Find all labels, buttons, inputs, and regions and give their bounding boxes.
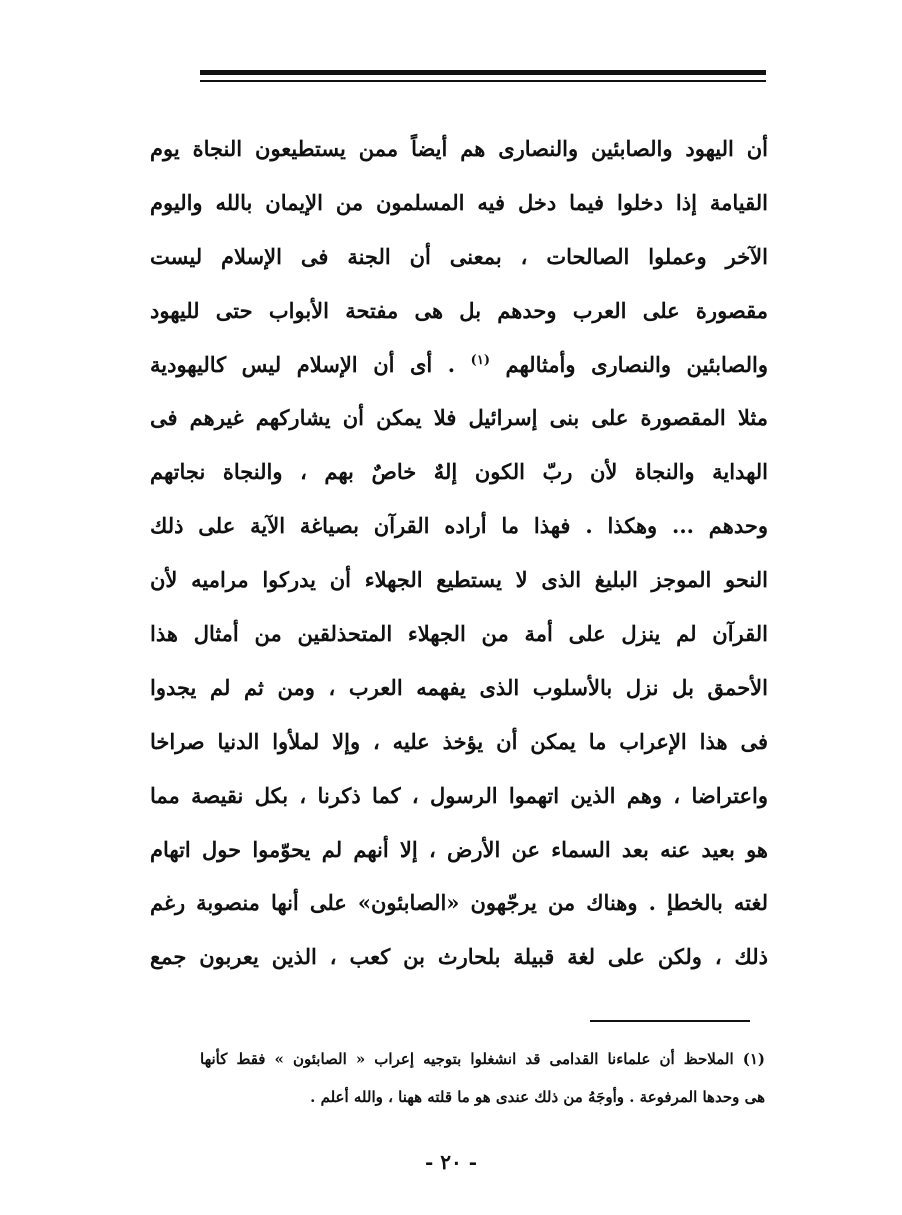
body-line: الأحمق بل نزل بالأسلوب الذى يفهمه العرب ، ومن ثم لم يجدوا [150, 674, 768, 700]
body-line: أن اليهود والصابئين والنصارى هم أيضاً ممن يستطيعون النجاة يوم [150, 136, 768, 161]
body-line: لغته بالخطإ . وهناك من يرجّهون «الصابئون» على أنها منصوبة رغم [150, 890, 768, 916]
body-line: مثلا المقصورة على بنى إسرائيل فلا يمكن أن يشاركهم غيرهم فى [150, 405, 768, 431]
body-line: القرآن لم ينزل على أمة من الجهلاء المتحذلقين من أمثال هذا [150, 621, 768, 647]
body-text [150, 122, 768, 984]
header-rule-thin [200, 80, 766, 82]
body-line: هو بعيد عنه بعد السماء عن الأرض ، إلا أنهم لم يحوّموا حول اتهام [150, 836, 768, 862]
body-line: مقصورة على العرب وحدهم بل هى مفتحة الأبواب حتى لليهود [150, 297, 768, 323]
body-line: القيامة إذا دخلوا فيما دخل فيه المسلمون من الإيمان بالله واليوم [150, 189, 768, 215]
body-line: وحدهم ... وهكذا . فهذا ما أراده القرآن بصياغة الآية على ذلك [150, 513, 768, 539]
body-line: واعتراضا ، وهم الذين اتهموا الرسول ، كما ذكرنا ، بكل نقيصة مما [150, 782, 768, 808]
body-line-with-footnote-ref [150, 338, 768, 392]
footnote-separator [590, 1020, 750, 1022]
body-line-part: . أى أن الإسلام ليس كاليهودية [150, 351, 456, 377]
body-line: الهداية والنجاة لأن ربّ الكون إلهٌ خاصٌ بهم ، والنجاة نجاتهم [150, 459, 768, 485]
body-line: الآخر وعملوا الصالحات ، بمعنى أن الجنة فى الإسلام ليست [150, 243, 768, 269]
body-line: النحو الموجز البليغ الذى لا يستطيع الجهلاء أن يدركوا مراميه لأن [150, 567, 768, 593]
body-line: فى هذا الإعراب ما يمكن أن يؤخذ عليه ، وإلا لملأوا الدنيا صراخا [150, 728, 768, 754]
page-number: - ٢٠ - [424, 1150, 477, 1174]
body-line: ذلك ، ولكن على لغة قبيلة بلحارث بن كعب ، الذين يعربون جمع [150, 944, 768, 970]
footnotes [200, 1040, 765, 1116]
footnote-line: هى وحدها المرفوعة . وأوجَهُ من ذلك عندى هو ما قلته ههنا ، والله أعلم . [310, 1088, 765, 1106]
footnote-line: (١) الملاحظ أن علماءنا القدامى قد انشغلوا بتوجيه إعراب « الصابئون » فقط كأنها [200, 1050, 765, 1068]
body-line-part: والصابئين والنصارى وأمثالهم [505, 351, 768, 377]
header-rule-thick [200, 70, 766, 75]
footnote-reference: (١) [470, 352, 490, 368]
